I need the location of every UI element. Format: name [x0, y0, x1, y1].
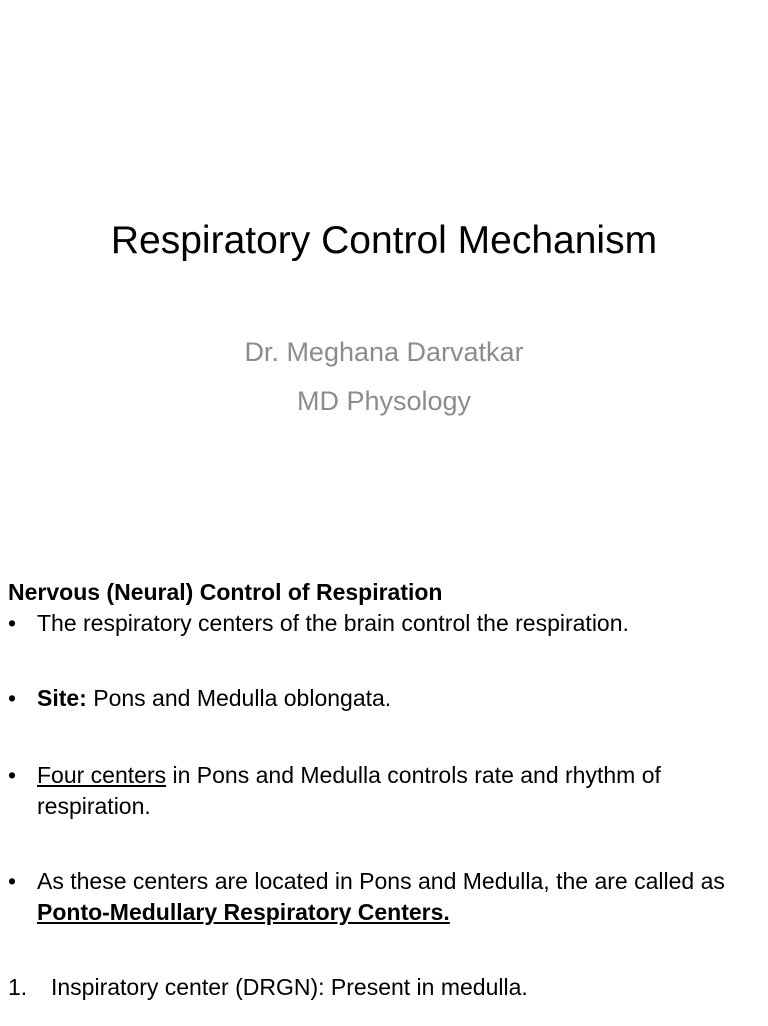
numbered-item — [8, 972, 760, 1003]
bullet-underlined-text: Four centers — [37, 762, 167, 788]
bullet-label: Site: — [37, 685, 87, 711]
bullet-text: As these centers are located in Pons and Medulla, the are called as — [37, 868, 725, 894]
bullet-marker: • — [8, 610, 17, 636]
bullet-item — [8, 683, 760, 714]
bullet-marker: • — [8, 685, 17, 711]
bullet-emphasis-text: Ponto-Medullary Respiratory Centers. — [37, 899, 450, 925]
bullet-item — [8, 760, 760, 822]
author-name: Dr. Meghana Darvatkar — [244, 337, 524, 367]
author-qualification: MD Physology — [296, 386, 472, 416]
content-slide — [8, 577, 760, 1026]
bullet-item — [8, 608, 760, 639]
section-heading: Nervous (Neural) Control of Respiration — [8, 579, 443, 605]
bullet-marker: • — [8, 868, 17, 894]
bullet-item — [8, 866, 760, 928]
bullet-text: Pons and Medulla oblongata. — [86, 685, 392, 711]
numbered-text: Inspiratory center (DRGN): Present in medulla. — [51, 974, 528, 1000]
bullet-marker: • — [8, 762, 17, 788]
slide-title: Respiratory Control Mechanism — [110, 219, 658, 262]
bullet-text: The respiratory centers of the brain control the respiration. — [37, 610, 629, 636]
bullet-text: in Pons and Medulla controls rate and rhythm of respiration. — [37, 762, 661, 819]
number-marker: 1. — [8, 974, 28, 1000]
